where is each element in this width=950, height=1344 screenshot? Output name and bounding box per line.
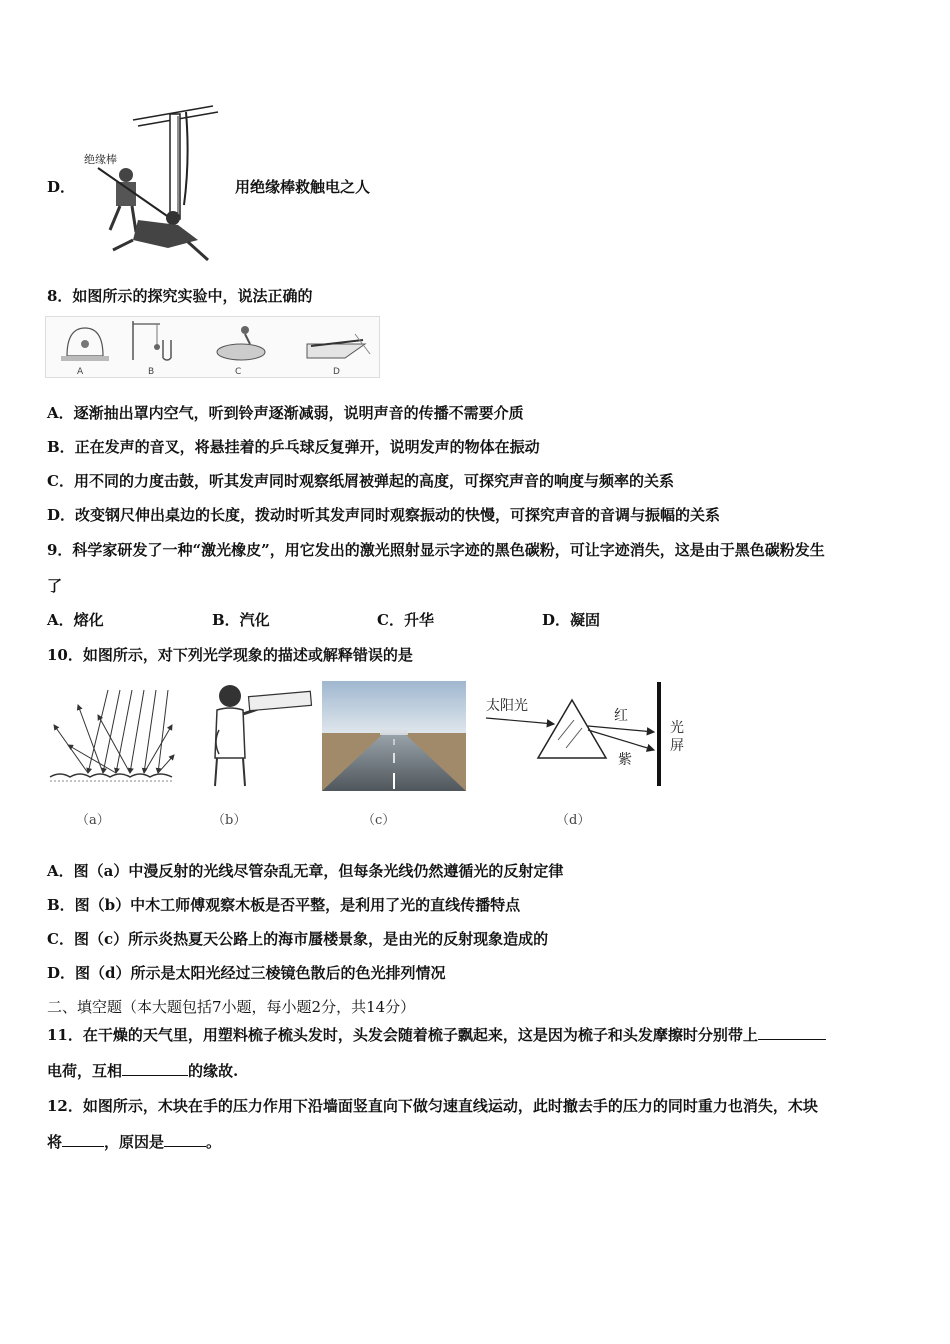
q9-option-d: D．凝固 [542, 611, 601, 629]
q10-figure-d-prism [482, 680, 692, 792]
q10-stem: 10．如图所示，对下列光学现象的描述或解释错误的是 [47, 646, 413, 664]
q10-option-c: C．图（c）所示炎热夏天公路上的海市蜃楼景象，是由光的反射现象造成的 [47, 930, 549, 948]
q8-option-b: B．正在发声的音叉，将悬挂着的乒乓球反复弹开，说明发声的物体在振动 [47, 438, 540, 456]
q12-line1: 12．如图所示，木块在手的压力作用下沿墙面竖直向下做匀速直线运动，此时撤去手的压力的同时重力也消失，木块 [47, 1097, 818, 1115]
q8-caption-c: C [235, 367, 242, 377]
q10-option-b: B．图（b）中木工师傅观察木板是否平整，是利用了光的直线传播特点 [47, 896, 521, 914]
q12-blank-2[interactable] [164, 1132, 206, 1147]
q8-figure [45, 316, 380, 378]
q10-prism-label-sunlight: 太阳光 [486, 698, 528, 714]
q10-prism-label-screen-2: 屏 [670, 738, 684, 754]
q7-option-d-letter: D． [47, 178, 76, 196]
q9-option-a: A．熔化 [47, 611, 104, 629]
q7-option-d-text: 用绝缘棒救触电之人 [235, 178, 371, 196]
q10-option-d: D．图（d）所示是太阳光经过三棱镜色散后的色光排列情况 [47, 964, 446, 982]
q10-figure-a-diffuse-reflection [48, 685, 176, 787]
q10-caption-a: （a） [76, 813, 110, 828]
q11-blank-1[interactable] [758, 1025, 826, 1040]
q9-stem-line2: 了 [47, 577, 63, 595]
q8-caption-d: D [333, 367, 340, 377]
q9-option-c: C．升华 [377, 611, 434, 629]
q7-figure-insulating-rod [78, 100, 228, 265]
q10-figure-c-road-mirage [322, 681, 466, 791]
q8-option-d: D．改变钢尺伸出桌边的长度，拨动时听其发声同时观察振动的快慢，可探究声音的音调与振幅的关系 [47, 506, 721, 524]
q10-caption-b: （b） [212, 813, 247, 828]
q9-stem-line1: 9．科学家研发了一种“激光橡皮”，用它发出的激光照射显示字迹的黑色碳粉，可让字迹消失，这是由于黑色碳粉发生 [47, 541, 825, 559]
q10-figure-b-carpenter [205, 680, 313, 788]
q12-blank-1[interactable] [62, 1132, 104, 1147]
q10-caption-d: （d） [556, 813, 591, 828]
q8-caption-a: A [77, 367, 84, 377]
q7-figure-label: 绝缘棒 [84, 153, 117, 166]
q8-option-a: A．逐渐抽出罩内空气，听到铃声逐渐减弱，说明声音的传播不需要介质 [47, 404, 524, 422]
q10-caption-c: （c） [362, 813, 396, 828]
q10-prism-label-screen-1: 光 [670, 720, 684, 736]
q10-prism-label-red: 红 [614, 708, 628, 724]
q11-blank-2[interactable] [122, 1061, 188, 1076]
q9-option-b: B．汽化 [212, 611, 270, 629]
q11-line2a: 电荷，互相 [47, 1062, 123, 1080]
q11-line1 [47, 1025, 826, 1045]
q11-line1-text: 11．在干燥的天气里，用塑料梳子梳头发时，头发会随着梳子飘起来，这是因为梳子和头发摩擦时分别带上 [47, 1026, 758, 1044]
q8-caption-b: B [148, 367, 155, 377]
q12-line2a: 将 [47, 1133, 63, 1151]
q12-line2 [47, 1132, 221, 1152]
q8-stem: 8．如图所示的探究实验中，说法正确的 [47, 287, 313, 305]
q12-line2c: 。 [206, 1133, 222, 1151]
section2-heading: 二、填空题（本大题包括7小题，每小题2分，共14分） [47, 998, 416, 1016]
q8-option-c: C．用不同的力度击鼓，听其发声同时观察纸屑被弹起的高度，可探究声音的响度与频率的关系 [47, 472, 674, 490]
q12-line2b: ，原因是 [104, 1133, 165, 1151]
q10-option-a: A．图（a）中漫反射的光线尽管杂乱无章，但每条光线仍然遵循光的反射定律 [47, 862, 564, 880]
q11-line2 [47, 1061, 238, 1081]
q11-line2b: 的缘故. [188, 1062, 239, 1080]
q10-prism-label-violet: 紫 [618, 752, 632, 768]
